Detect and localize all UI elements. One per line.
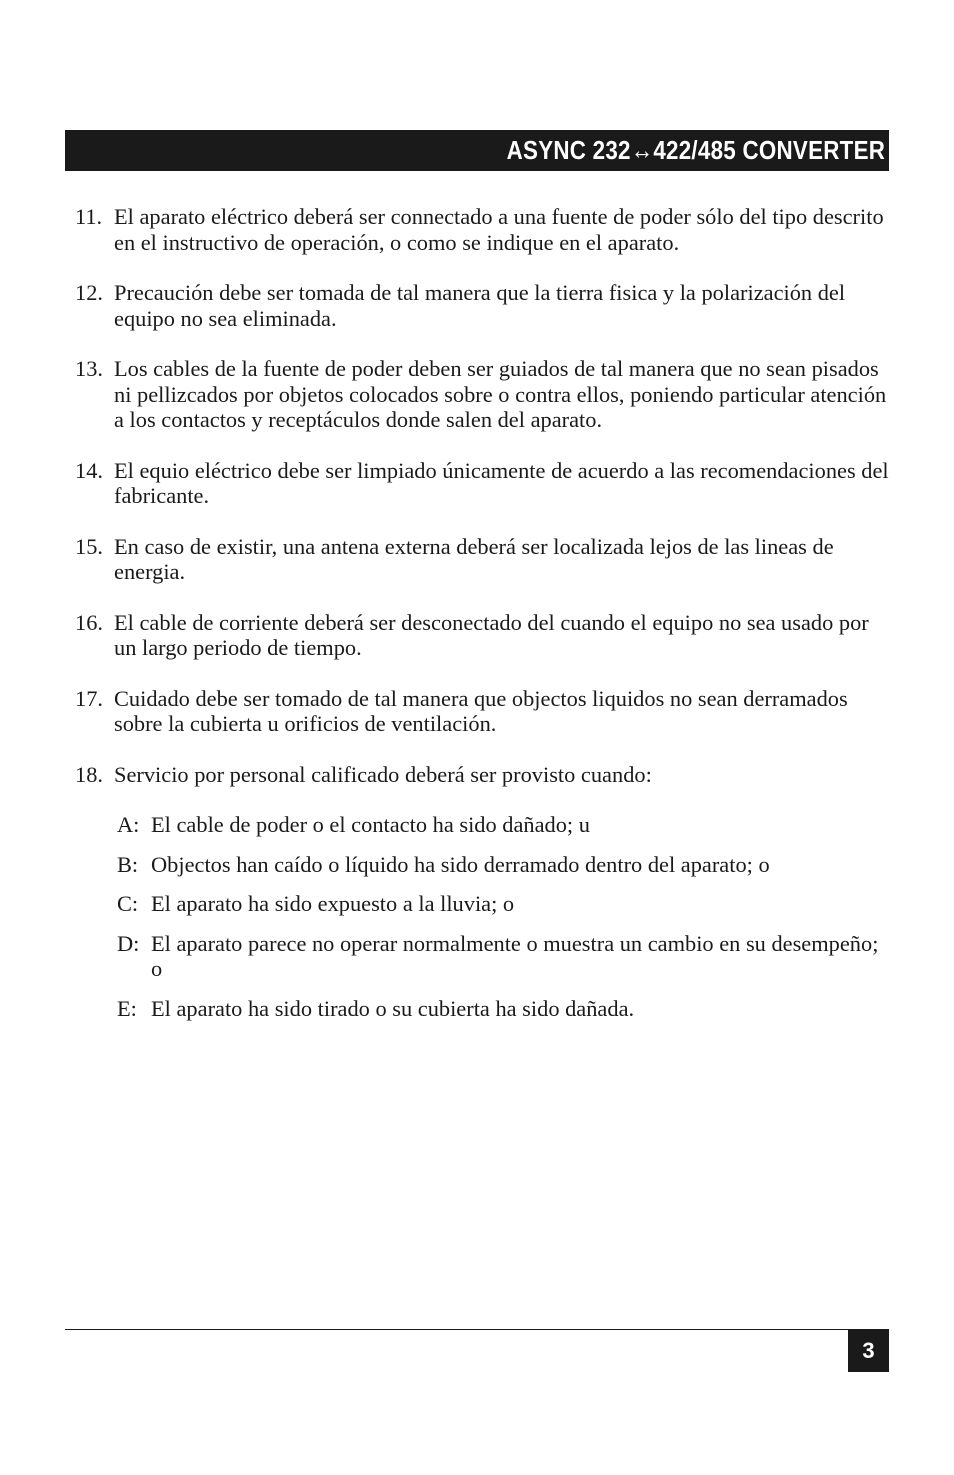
list-item xyxy=(75,686,889,737)
item-number: 17. xyxy=(75,685,103,711)
item-text: En caso de existir, una antena externa deberá ser localizada lejos de las lineas de energia. xyxy=(114,533,834,584)
sub-item-text: El aparato ha sido tirado o su cubierta ha sido dañada. xyxy=(151,995,635,1021)
list-item xyxy=(75,458,889,509)
list-item xyxy=(75,204,889,255)
item-number: 16. xyxy=(75,609,103,635)
list-item xyxy=(75,356,889,433)
page-number: 3 xyxy=(862,1338,875,1363)
instructions-list xyxy=(75,204,889,1035)
list-item xyxy=(75,610,889,661)
service-conditions-list xyxy=(75,812,889,1021)
item-text: Cuidado debe ser tomado de tal manera que objectos liquidos no sean derramados sobre la cubierta u orificios de ventilación. xyxy=(114,685,848,736)
footer-divider xyxy=(65,1329,889,1330)
sub-item-text: El aparato parece no operar normalmente o muestra un cambio en su desempeño; o xyxy=(151,930,879,981)
sub-item-letter: A: xyxy=(117,812,140,837)
list-item xyxy=(75,534,889,585)
item-text: Servicio por personal calificado deberá ser provisto cuando: xyxy=(114,761,652,787)
item-number: 14. xyxy=(75,457,103,483)
item-number: 18. xyxy=(75,761,103,787)
sub-item-letter: B: xyxy=(117,851,139,877)
sub-item-letter: D: xyxy=(117,930,140,956)
item-text: El equio eléctrico debe ser limpiado únicamente de acuerdo a las recomendaciones del fabricante. xyxy=(114,457,889,508)
item-text: Los cables de la fuente de poder deben ser guiados de tal manera que no sean pisados ni pellizcados por objetos colocados sobre o contra ellos, poniendo particular atención a los contactos y receptáculos donde salen del aparato. xyxy=(114,356,887,432)
sub-list-item xyxy=(75,891,889,917)
item-number: 13. xyxy=(75,356,103,381)
sub-item-letter: C: xyxy=(117,891,139,916)
sub-list-item xyxy=(75,852,889,878)
item-text: El aparato eléctrico deberá ser connectado a una fuente de poder sólo del tipo descrito en el instructivo de operación, o como se indique en el aparato. xyxy=(114,204,884,255)
sub-list-item xyxy=(75,996,889,1022)
item-number: 12. xyxy=(75,280,103,305)
sub-list-item xyxy=(75,931,889,982)
header-bar xyxy=(65,130,889,171)
sub-item-text: El cable de poder o el contacto ha sido dañado; u xyxy=(151,812,590,837)
list-item xyxy=(75,280,889,331)
sub-list-item xyxy=(75,812,889,838)
sub-item-text: Objectos han caído o líquido ha sido derramado dentro del aparato; o xyxy=(151,851,770,877)
sub-item-text: El aparato ha sido expuesto a la lluvia; o xyxy=(151,891,515,916)
item-text: Precaución debe ser tomada de tal manera que la tierra fisica y la polarización del equipo no sea eliminada. xyxy=(114,280,846,331)
page-header-title: ASYNC 232↔422/485 CONVERTER xyxy=(506,135,885,165)
item-number: 15. xyxy=(75,533,103,559)
page-number-box xyxy=(848,1330,889,1372)
item-text: El cable de corriente deberá ser desconectado del cuando el equipo no sea usado por un largo periodo de tiempo. xyxy=(114,609,869,660)
list-item xyxy=(75,762,889,788)
sub-item-letter: E: xyxy=(117,995,137,1021)
item-number: 11. xyxy=(75,204,103,229)
